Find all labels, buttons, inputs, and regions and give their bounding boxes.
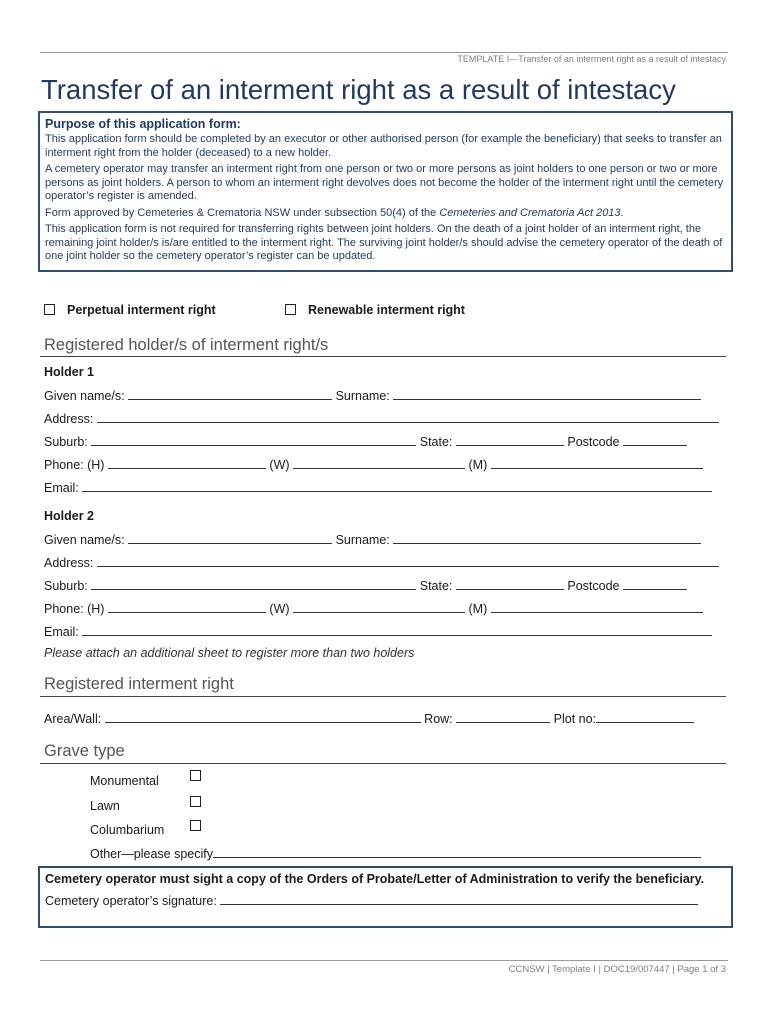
interment-location-line	[44, 711, 694, 726]
act-name: Cemeteries and Crematoria Act 2013	[439, 206, 621, 219]
approval-end: .	[620, 206, 624, 219]
holder-2-state-field[interactable]	[456, 578, 564, 590]
purpose-paragraph: A cemetery operator may transfer an interment right from one person or two or more persons as joint holders to one person or two or more persons as joint holders. A person to whom an interment right devolves does not become the holder of the interment right until the cemetery operator’s register is amended.	[45, 163, 724, 202]
operator-signature-line	[45, 893, 725, 908]
phone-mobile-label: (M)	[468, 602, 488, 616]
address-label: Address:	[44, 412, 94, 426]
template-label: TEMPLATE I—Transfer of an interment right as a result of intestacy	[457, 54, 726, 64]
surname-label: Surname:	[335, 389, 390, 403]
holder-2-phone-mobile-field[interactable]	[491, 601, 703, 613]
surname-label: Surname:	[335, 533, 390, 547]
suburb-label: Suburb:	[44, 579, 88, 593]
holder-2-postcode-field[interactable]	[623, 578, 687, 590]
holder-2-surname-field[interactable]	[393, 532, 701, 544]
renewable-checkbox[interactable]	[285, 304, 296, 315]
lawn-checkbox[interactable]	[190, 796, 201, 807]
columbarium-checkbox[interactable]	[190, 820, 201, 831]
section-rule	[40, 356, 726, 357]
section-rule	[40, 763, 726, 764]
postcode-label: Postcode	[567, 579, 620, 593]
monumental-checkbox[interactable]	[190, 770, 201, 781]
holder-2-email-line	[44, 624, 712, 639]
row-label: Row:	[424, 712, 453, 726]
holder-1-title: Holder 1	[44, 365, 95, 379]
address-label: Address:	[44, 556, 94, 570]
purpose-paragraph	[45, 207, 725, 221]
given-name-label: Given name/s:	[44, 533, 125, 547]
postcode-label: Postcode	[567, 435, 620, 449]
plot-field[interactable]	[596, 711, 694, 723]
holder-1-suburb-field[interactable]	[91, 434, 416, 446]
footer-rule	[40, 960, 728, 961]
perpetual-label: Perpetual interment right	[67, 303, 216, 317]
holder-1-state-field[interactable]	[456, 434, 564, 446]
other-specify-line	[90, 846, 701, 861]
operator-signature-label: Cemetery operator’s signature:	[45, 894, 217, 908]
holder-2-address-line	[44, 555, 719, 570]
interment-section-title: Registered interment right	[44, 675, 234, 693]
perpetual-checkbox[interactable]	[44, 304, 55, 315]
holder-1-postcode-field[interactable]	[623, 434, 687, 446]
purpose-paragraph: This application form is not required for transferring rights between joint holders. On the death of a joint holder of an interment right, the remaining joint holder/s is/are entitled to the interment right. The surviving joint holder/s should advise the cemetery operator of the death of one joint holder so the cemetery operator’s register can be updated.	[45, 223, 723, 262]
columbarium-label: Columbarium	[90, 823, 165, 837]
lawn-label: Lawn	[90, 799, 120, 813]
holder-2-given-name-field[interactable]	[128, 532, 332, 544]
suburb-label: Suburb:	[44, 435, 88, 449]
footer-label: CCNSW | Template I | DOC19/007447 | Page 1 of 3	[508, 964, 726, 975]
area-wall-label: Area/Wall:	[44, 712, 102, 726]
page-title: Transfer of an interment right as a result of intestacy	[41, 74, 676, 105]
phone-work-label: (W)	[269, 602, 290, 616]
plot-label: Plot no:	[553, 712, 597, 726]
holder-1-phone-work-field[interactable]	[293, 457, 465, 469]
section-rule	[40, 696, 726, 697]
other-specify-label: Other—please specify	[90, 847, 213, 861]
purpose-box	[38, 111, 733, 272]
row-field[interactable]	[456, 711, 550, 723]
state-label: State:	[419, 579, 453, 593]
operator-box	[38, 866, 733, 928]
area-wall-field[interactable]	[105, 711, 421, 723]
holder-2-address-field[interactable]	[97, 555, 719, 567]
email-label: Email:	[44, 625, 79, 639]
holder-2-suburb-field[interactable]	[91, 578, 416, 590]
email-label: Email:	[44, 481, 79, 495]
perpetual-option[interactable]	[44, 303, 216, 317]
monumental-label: Monumental	[90, 774, 159, 788]
grave-section-title: Grave type	[44, 742, 125, 760]
other-specify-field[interactable]	[213, 846, 701, 858]
phone-home-label: Phone: (H)	[44, 458, 105, 472]
holder-2-phone-home-field[interactable]	[108, 601, 266, 613]
purpose-heading: Purpose of this application form:	[45, 117, 241, 131]
holder-1-phone-line	[44, 457, 703, 472]
holder-1-given-name-field[interactable]	[128, 388, 332, 400]
header-rule	[40, 52, 728, 53]
given-name-label: Given name/s:	[44, 389, 125, 403]
approval-text: Form approved by Cemeteries & Crematoria NSW under subsection 50(4) of the	[45, 206, 440, 219]
purpose-paragraph: This application form should be completed by an executor or other authorised person (for example the beneficiary) that seeks to transfer an interment right from the holder (deceased) to a new holder.	[45, 133, 722, 159]
holder-1-email-field[interactable]	[82, 480, 712, 492]
holder-1-address-line	[44, 411, 719, 426]
holder-1-phone-mobile-field[interactable]	[491, 457, 703, 469]
holder-2-phone-work-field[interactable]	[293, 601, 465, 613]
holder-1-name-line	[44, 388, 701, 403]
holder-2-suburb-line	[44, 578, 687, 593]
holder-1-address-field[interactable]	[97, 411, 719, 423]
phone-work-label: (W)	[269, 458, 290, 472]
state-label: State:	[419, 435, 453, 449]
phone-home-label: Phone: (H)	[44, 602, 105, 616]
holders-section-title: Registered holder/s of interment right/s	[44, 336, 329, 354]
holder-2-name-line	[44, 532, 701, 547]
additional-holders-note: Please attach an additional sheet to register more than two holders	[44, 646, 415, 660]
holder-1-phone-home-field[interactable]	[108, 457, 266, 469]
holder-1-surname-field[interactable]	[393, 388, 701, 400]
holder-2-email-field[interactable]	[82, 624, 712, 636]
holder-2-title: Holder 2	[44, 509, 95, 523]
holder-2-phone-line	[44, 601, 703, 616]
holder-1-email-line	[44, 480, 712, 495]
renewable-label: Renewable interment right	[308, 303, 465, 317]
holder-1-suburb-line	[44, 434, 687, 449]
phone-mobile-label: (M)	[468, 458, 488, 472]
renewable-option[interactable]	[285, 303, 465, 317]
operator-signature-field[interactable]	[220, 893, 698, 905]
operator-instruction: Cemetery operator must sight a copy of the Orders of Probate/Letter of Administration to verify the beneficiary.	[45, 872, 705, 886]
